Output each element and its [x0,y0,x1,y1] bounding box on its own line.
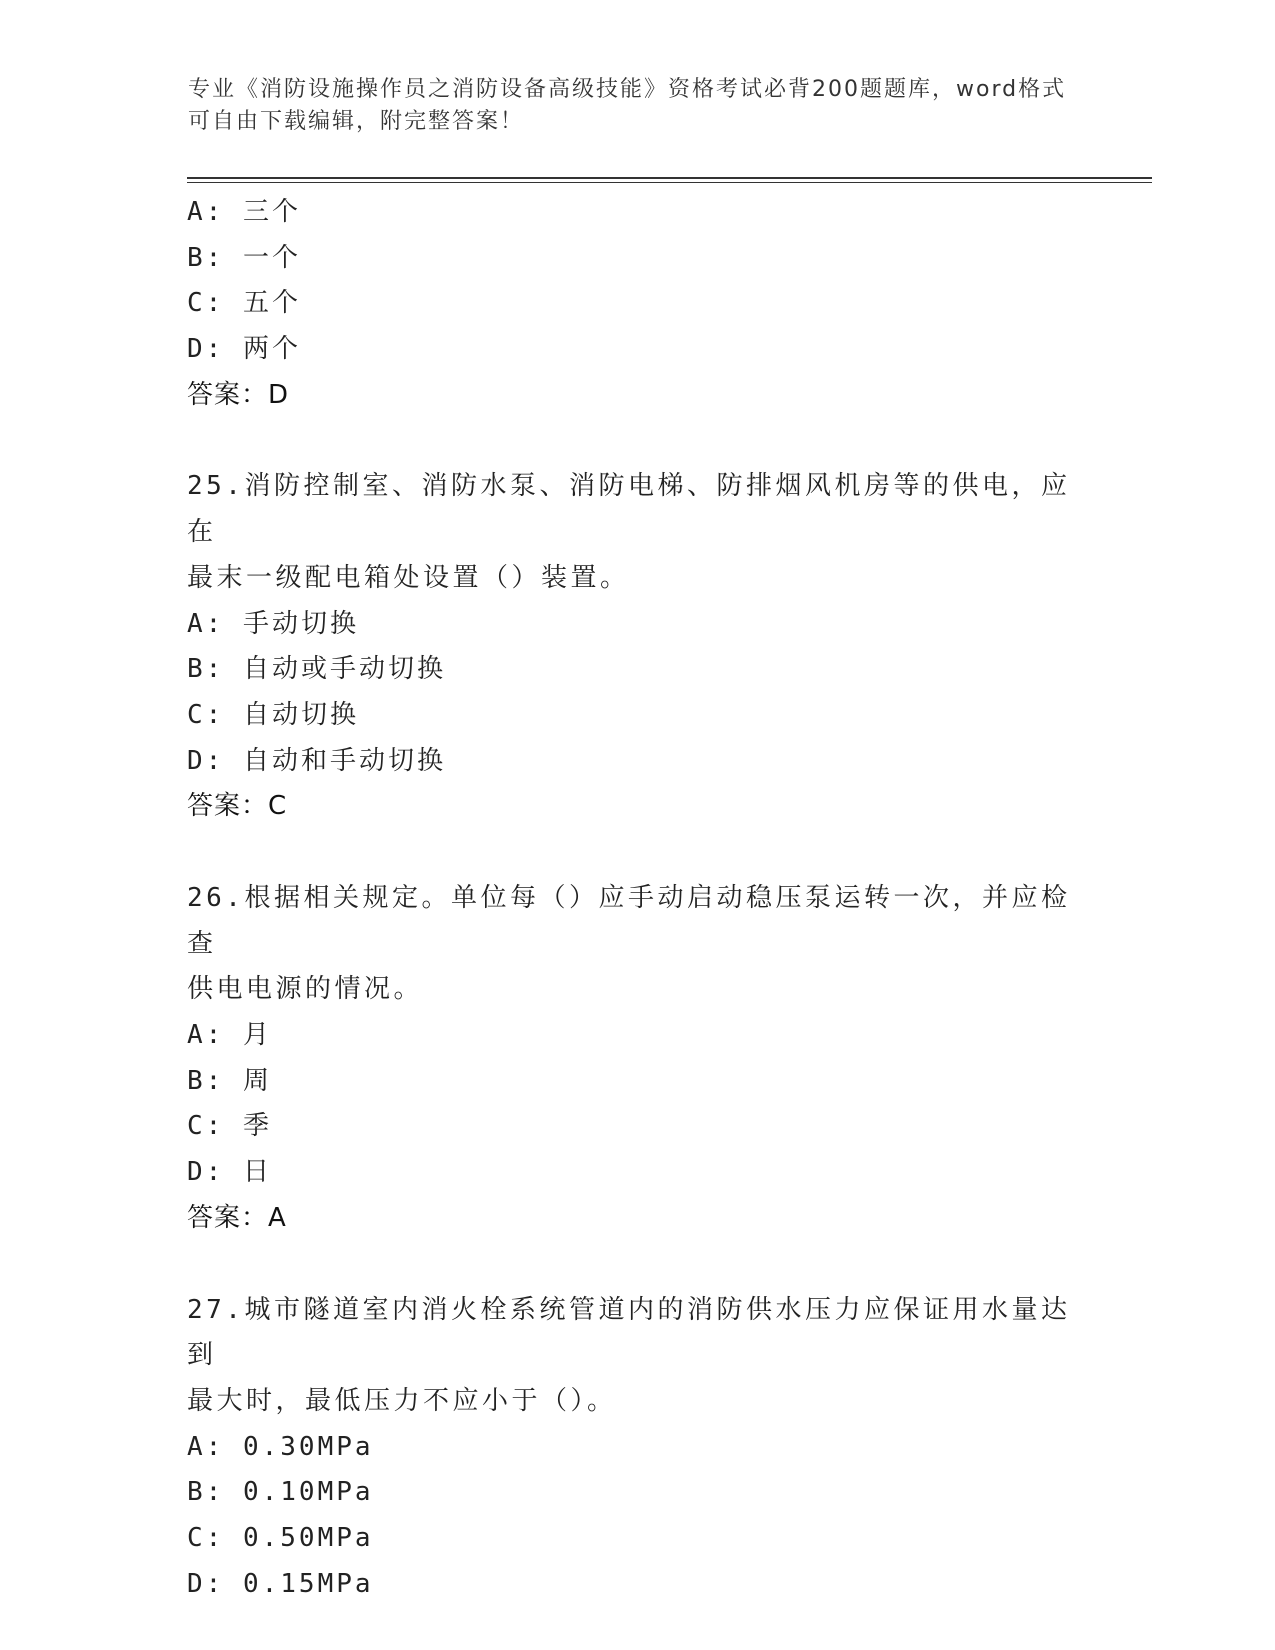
answer-line: 答案：D [187,379,290,410]
option-c: C: 0.50MPa [187,1523,374,1554]
option-d: D: 0.15MPa [187,1568,374,1599]
question-stem: 27.城市隧道室内消火栓系统管道内的消防供水压力应保证用水量达到 最大时，最低压力不应小于（）。 [187,1294,1071,1416]
question-number: 27. [187,1294,245,1325]
option-a: A: 月 [187,1020,272,1051]
header-divider-thin [187,182,1152,183]
option-d: D: 两个 [187,334,301,365]
question-number: 26. [187,882,245,913]
prev-question-options [187,190,1087,418]
question-27 [187,1288,1087,1608]
option-b: B: 自动或手动切换 [187,654,446,685]
document-header: 专业《消防设施操作员之消防设备高级技能》资格考试必背200题题库，word格式可自由下载编辑，附完整答案！ [188,77,1067,134]
question-stem: 26.根据相关规定。单位每（）应手动启动稳压泵运转一次，并应检查 供电电源的情况。 [187,882,1071,1005]
question-25 [187,464,1087,830]
option-a: A: 手动切换 [187,608,359,639]
option-c: C: 五个 [187,288,301,319]
option-b: B: 周 [187,1065,272,1096]
question-number: 25. [187,471,245,502]
question-stem: 25.消防控制室、消防水泵、消防电梯、防排烟风机房等的供电，应在 最末一级配电箱处设置（）装置。 [187,471,1071,593]
option-b: B: 0.10MPa [187,1477,374,1508]
option-b: B: 一个 [187,242,301,273]
option-d: D: 自动和手动切换 [187,745,446,776]
document-body [187,190,1087,1607]
question-26 [187,876,1087,1242]
option-c: C: 自动切换 [187,699,359,730]
answer-line: 答案：C [187,791,288,822]
option-c: C: 季 [187,1111,272,1142]
header-divider-thick [187,177,1152,179]
option-a: A: 三个 [187,197,301,227]
answer-line: 答案：A [187,1202,287,1233]
option-d: D: 日 [187,1157,272,1188]
option-a: A: 0.30MPa [187,1431,374,1462]
